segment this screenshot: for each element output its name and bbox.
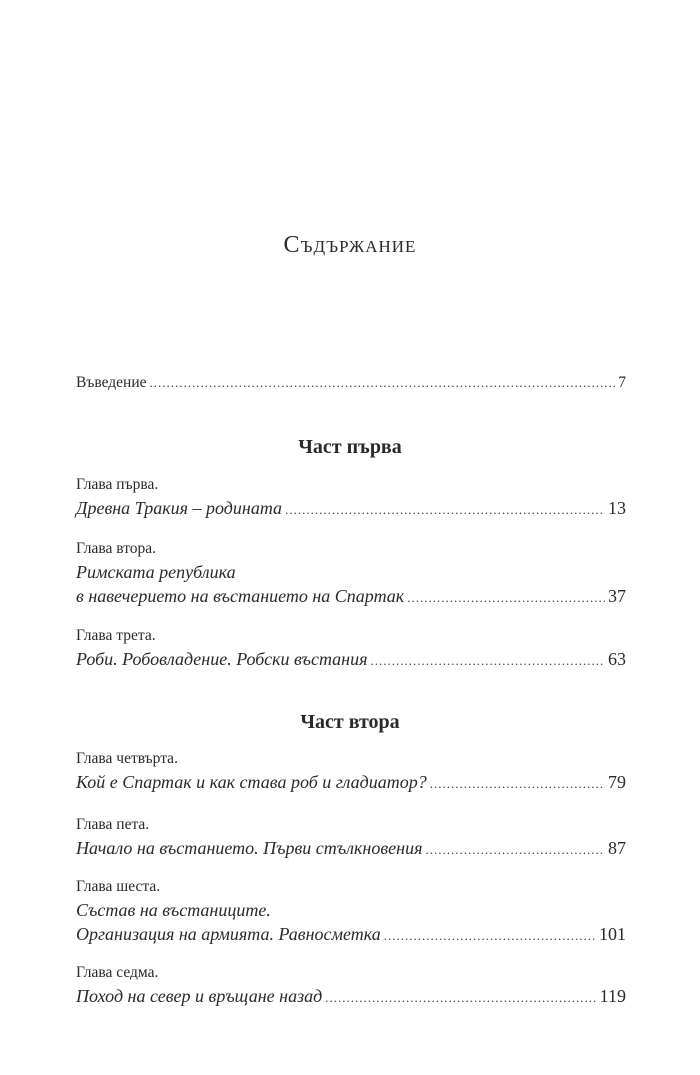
dot-leader [325,986,596,1010]
chapter-label: Глава седма. [76,964,159,981]
part-title-two: Част втора [300,711,400,733]
chapter-title: Роби. Робовладение. Робски въстания [76,649,368,669]
chapter-label: Глава трета. [76,627,156,644]
chapter-title: Древна Тракия – родината [76,498,283,518]
toc-entry-chapter-1[interactable] [76,474,626,520]
chapter-label: Глава първа. [76,476,159,493]
page-number: 63 [608,649,626,669]
chapter-title: Поход на север и връщане назад [76,986,323,1006]
page-number: 87 [608,838,626,858]
chapter-title-continued: Организация на армията. Равносметка [76,924,381,944]
toc-entry-chapter-5[interactable] [76,814,626,860]
page-number: 37 [608,586,626,606]
chapter-title-continued: в навечерието на въстанието на Спартак [76,586,405,606]
dot-leader [407,586,605,610]
page-number: 119 [599,986,626,1006]
chapter-label: Глава втора. [76,540,157,557]
page-number: 79 [608,772,626,792]
dot-leader [425,838,605,862]
dot-leader [370,649,605,673]
page-number: 13 [608,498,626,518]
chapter-label: Глава шеста. [76,878,161,895]
toc-entry-introduction[interactable] [76,371,626,395]
chapter-title: Състав на въстаниците. [76,900,271,920]
toc-entry-chapter-6[interactable] [76,876,626,946]
chapter-title: Кой е Спартак и как става роб и гладиатор? [76,772,427,792]
part-title-one: Част първа [298,436,402,458]
dot-leader [150,371,616,395]
entry-label: Въведение [76,374,147,391]
toc-entry-chapter-3[interactable] [76,625,626,671]
page-title: Съдържание [283,232,417,258]
dot-leader [285,498,605,522]
toc-entry-chapter-2[interactable] [76,538,626,608]
chapter-label: Глава пета. [76,816,150,833]
chapter-title: Начало на въстанието. Първи стълкновения [76,838,423,858]
page-number: 7 [618,374,626,391]
page-number: 101 [599,924,626,944]
chapter-label: Глава четвърта. [76,750,178,767]
chapter-title: Римската република [76,562,236,582]
toc-entry-chapter-7[interactable] [76,962,626,1008]
dot-leader [430,772,605,796]
toc-entry-chapter-4[interactable] [76,748,626,794]
dot-leader [384,924,596,948]
